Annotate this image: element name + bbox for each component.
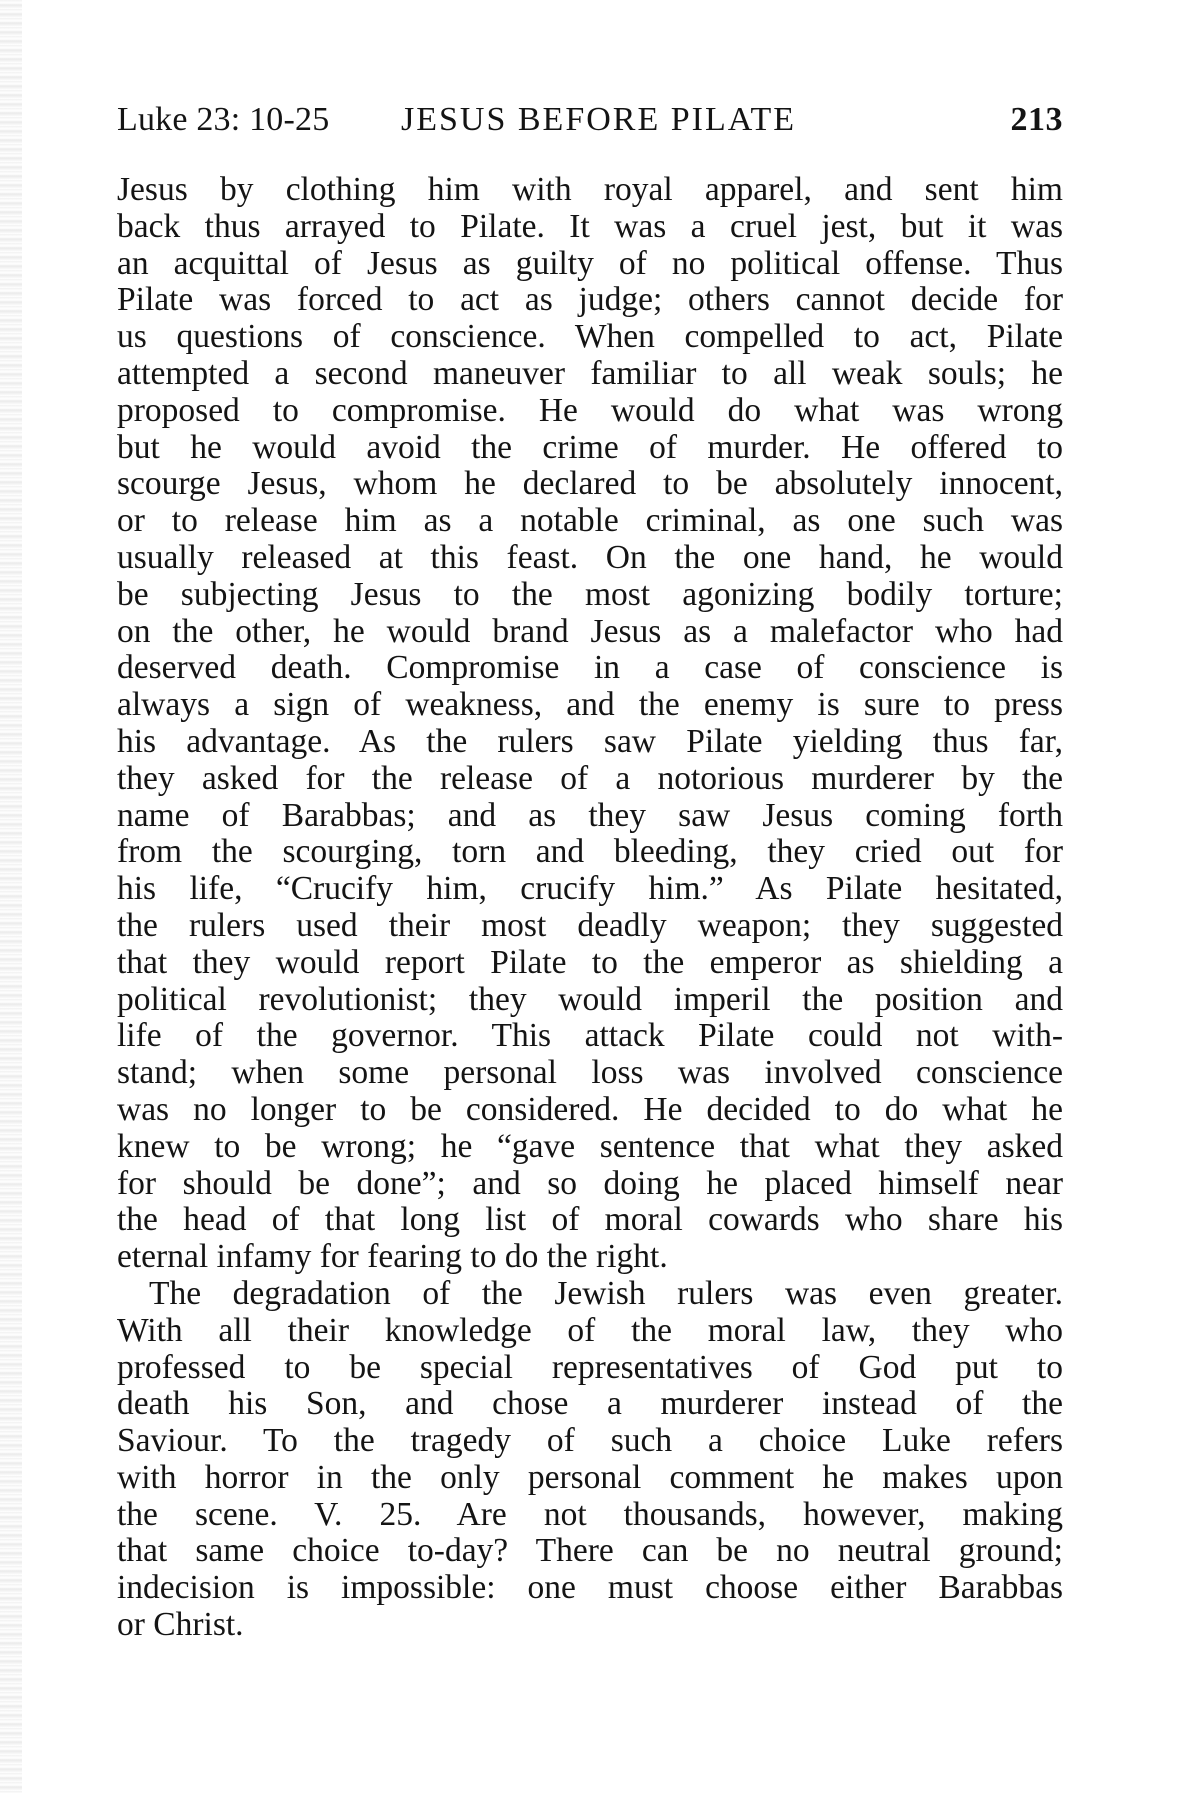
text-line: that same choice to-day? There can be no neutral ground; (117, 1532, 1063, 1570)
text-line: they asked for the release of a notorious murderer by the (117, 759, 1063, 797)
text-line: always a sign of weakness, and the enemy is sure to press (117, 686, 1063, 724)
text-line: that they would report Pilate to the emperor as shielding a (117, 943, 1063, 981)
text-line: indecision is impossible: one must choose either Barabbas (117, 1569, 1063, 1607)
text-line: political revolutionist; they would imperil the position and (117, 980, 1063, 1018)
text-line: back thus arrayed to Pilate. It was a cruel jest, but it was (117, 207, 1063, 245)
text-line: deserved death. Compromise in a case of conscience is (117, 649, 1063, 687)
page-title: JESUS BEFORE PILATE (401, 101, 797, 138)
paragraph-end-line: eternal infamy for fearing to do the right. (117, 1238, 668, 1276)
text-line: name of Barabbas; and as they saw Jesus coming forth (117, 796, 1063, 834)
text-line: but he would avoid the crime of murder. He offered to (117, 428, 1063, 466)
text-line: proposed to compromise. He would do what was wrong (117, 391, 1063, 429)
page-number: 213 (1010, 101, 1063, 138)
text-line: life of the governor. This attack Pilate could not with- (117, 1017, 1063, 1055)
text-line: on the other, he would brand Jesus as a malefactor who had (117, 612, 1063, 650)
page-edge-shadow (0, 0, 22, 1793)
text-line: us questions of conscience. When compelled to act, Pilate (117, 318, 1063, 356)
text-line: usually released at this feast. On the one hand, he would (117, 538, 1063, 576)
text-line: or to release him as a notable criminal, as one such was (117, 502, 1063, 540)
text-line: his advantage. As the rulers saw Pilate yielding thus far, (117, 722, 1063, 760)
text-line: professed to be special representatives of God put to (117, 1348, 1063, 1386)
text-line: from the scourging, torn and bleeding, they cried out for (117, 833, 1063, 871)
text-line: attempted a second maneuver familiar to all weak souls; he (117, 354, 1063, 392)
paragraph-start-line: The degradation of the Jewish rulers was even greater. (149, 1274, 1063, 1312)
text-line: with horror in the only personal comment he makes upon (117, 1458, 1063, 1496)
paragraph-end-line: or Christ. (117, 1606, 244, 1644)
body-text (117, 172, 1063, 1644)
chapter-reference: Luke 23: 10-25 (117, 101, 330, 138)
text-line: Jesus by clothing him with royal apparel, and sent him (117, 171, 1063, 208)
text-line: the rulers used their most deadly weapon; they suggested (117, 906, 1063, 944)
text-line: stand; when some personal loss was involved conscience (117, 1054, 1063, 1092)
text-line: for should be done”; and so doing he placed himself near (117, 1164, 1063, 1202)
text-line: his life, “Crucify him, crucify him.” As Pilate hesitated, (117, 870, 1063, 908)
text-line: scourge Jesus, whom he declared to be absolutely innocent, (117, 465, 1063, 503)
text-line: the head of that long list of moral cowards who share his (117, 1201, 1063, 1239)
text-line: was no longer to be considered. He decided to do what he (117, 1090, 1063, 1128)
text-line: With all their knowledge of the moral law, they who (117, 1311, 1063, 1349)
text-line: death his Son, and chose a murderer instead of the (117, 1385, 1063, 1423)
running-head (117, 98, 1063, 142)
text-line: Pilate was forced to act as judge; others cannot decide for (117, 281, 1063, 319)
text-line: knew to be wrong; he “gave sentence that what they asked (117, 1127, 1063, 1165)
text-line: Saviour. To the tragedy of such a choice Luke refers (117, 1422, 1063, 1460)
text-line: an acquittal of Jesus as guilty of no political offense. Thus (117, 244, 1063, 282)
text-line: be subjecting Jesus to the most agonizing bodily torture; (117, 575, 1063, 613)
text-line: the scene. V. 25. Are not thousands, however, making (117, 1495, 1063, 1533)
